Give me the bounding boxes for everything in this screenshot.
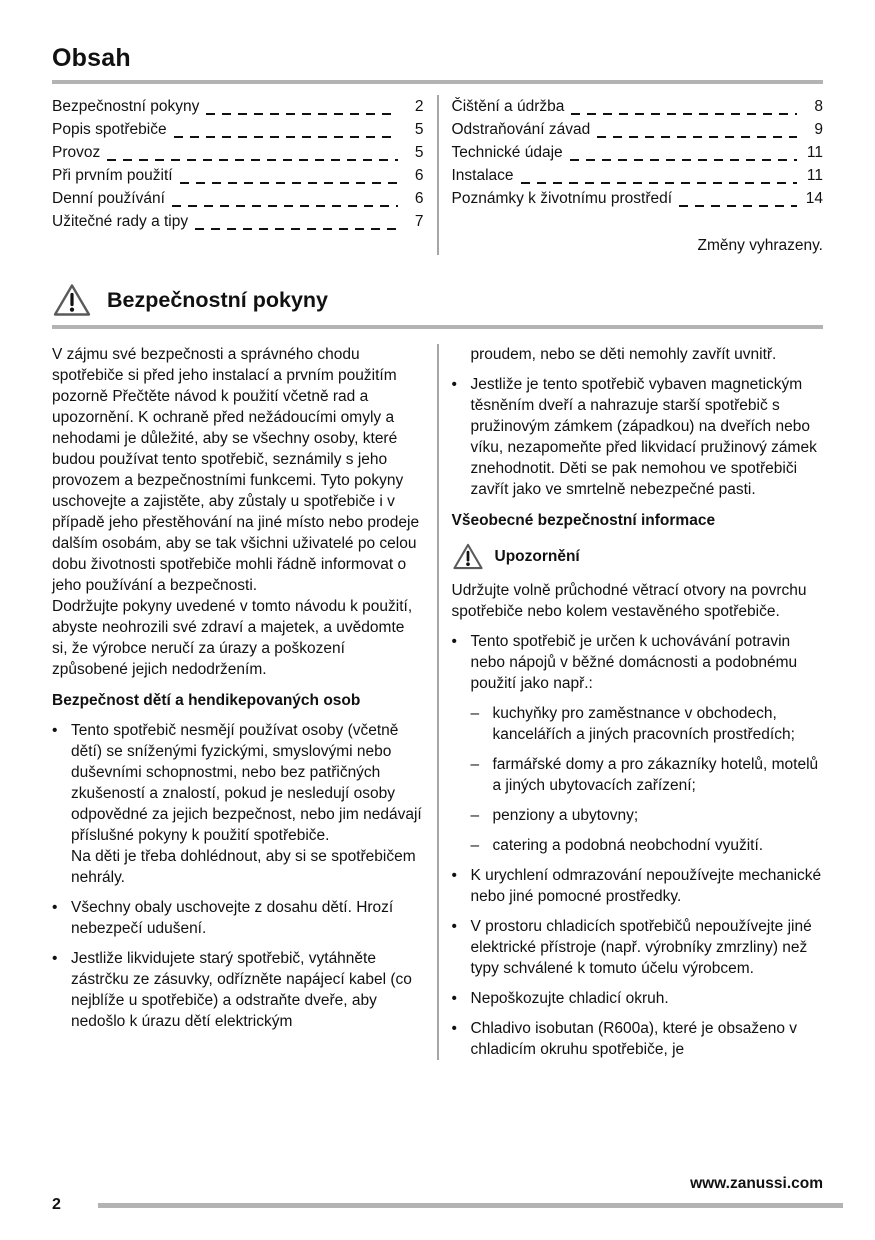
toc-entry-page: 7 <box>414 213 424 230</box>
toc-entry <box>452 95 824 118</box>
toc-entry-label: Instalace <box>451 167 514 184</box>
body-left-column <box>52 344 424 1060</box>
toc-entry <box>452 164 824 187</box>
dash-item-text: catering a podobná neobchodní využití. <box>492 837 764 854</box>
dash-item-text: kuchyňky pro zaměstnance v obchodech, kancelářích a jiných pracovních prostředích; <box>492 705 795 743</box>
list-item <box>452 916 824 979</box>
toc-entry-page: 8 <box>814 98 823 115</box>
page-number: 2 <box>52 1196 61 1213</box>
toc-entry <box>452 141 824 164</box>
toc-entry <box>52 210 424 233</box>
toc-entry <box>52 118 424 141</box>
toc-entry-label: Odstraňování závad <box>451 121 591 138</box>
safety-intro-paragraph: V zájmu své bezpečnosti a správného chodu spotřebiče si před jeho instalací a prvním použitím pozorně Přečtěte návod k použití včetně rad a upozornění. K ochraně před nežádoucími omyly a nehodami je důležité, aby se všechny osoby, které budou používat tento spotřebič, seznámily s jeho provozem a bezpečnostními funkcemi. Tyto pokyny uschovejte a zajistěte, aby zůstaly u spotřebiče i v případě jeho přestěhování na jiné místo nebo prodeje dalším osobám, aby se tak všichni uživatelé po celou dobu životnosti spotřebiče mohli řádně informovat o jeho používání a bezpečnosti. <box>52 346 420 594</box>
bullet-marker: • <box>451 633 457 650</box>
toc-left-column <box>52 95 424 255</box>
dash-item-text: penziony a ubytovny; <box>492 807 639 824</box>
bullet-marker: • <box>451 1020 457 1037</box>
dash-marker: – <box>470 705 480 722</box>
toc-leader <box>206 103 397 119</box>
dash-list-item <box>471 805 824 826</box>
section-title: Bezpečnostní pokyny <box>107 287 329 312</box>
toc-entry-label: Provoz <box>52 144 101 161</box>
list-item-text: K urychlení odmrazování nepoužívejte mechanické nebo jiné pomocné prostředky. <box>470 867 822 905</box>
bullet-marker: • <box>451 918 457 935</box>
dash-list-item <box>471 703 824 745</box>
page-footer <box>52 1175 843 1214</box>
toc-entry <box>452 187 824 210</box>
dash-marker: – <box>470 837 480 854</box>
bullet-marker: • <box>451 376 457 393</box>
list-item-text: Jestliže je tento spotřebič vybaven magnetickým těsněním dveří a nahrazuje starší spotřebič s pružinovým zámkem (západkou) na dveřích nebo víku, nezapomeňte před likvidací pružinový zámek znehodnotit. Děti se pak nemohou ve spotřebiči zavřít jako ve smrtelně nebezpečné pasti. <box>470 376 817 498</box>
warning-triangle-icon <box>452 542 484 571</box>
list-item-text: V prostoru chladicích spotřebičů nepoužívejte jiné elektrické přístroje (např. výrobníky zmrzliny) než typy schválené k tomuto účelu výrobcem. <box>470 918 812 977</box>
list-item-text: Všechny obaly uschovejte z dosahu dětí. Hrozí nebezpečí udušení. <box>71 899 394 937</box>
list-item <box>452 988 824 1009</box>
toc-entry-page: 6 <box>414 190 424 207</box>
body-right-column <box>452 344 824 1060</box>
footer-rule <box>98 1203 843 1208</box>
dash-marker: – <box>470 756 480 773</box>
list-item-text: Chladivo isobutan (R600a), které je obsaženo v chladicím okruhu spotřebiče, je <box>470 1020 798 1058</box>
toc-leader <box>571 103 797 119</box>
toc-right-column <box>452 95 824 255</box>
continuation-paragraph: proudem, nebo se děti nemohly zavřít uvnitř. <box>470 346 777 363</box>
toc-entry-page: 6 <box>414 167 424 184</box>
dash-item-text: farmářské domy a pro zákazníky hotelů, motelů a jiných ubytovacích zařízení; <box>492 756 819 794</box>
toc-column-divider <box>437 95 439 255</box>
toc-leader <box>172 195 398 211</box>
bullet-marker: • <box>52 899 58 916</box>
toc-leader <box>679 195 797 211</box>
dash-list-item <box>471 835 824 856</box>
dash-list-item <box>471 754 824 796</box>
toc-columns <box>52 95 823 255</box>
list-item <box>452 631 824 856</box>
list-item <box>452 1018 824 1060</box>
toc-entry <box>52 141 424 164</box>
website-text: www.zanussi.com <box>690 1175 823 1192</box>
toc-entry-label: Bezpečnostní pokyny <box>52 98 200 115</box>
children-safety-subheading: Bezpečnost dětí a hendikepovaných osob <box>52 692 361 709</box>
toc-entry-label: Čištění a údržba <box>451 98 565 115</box>
toc-entry-page: 9 <box>814 121 823 138</box>
list-item <box>52 720 424 888</box>
toc-entry <box>52 187 424 210</box>
dash-marker: – <box>470 807 480 824</box>
toc-entry-label: Při prvním použití <box>52 167 173 184</box>
section-title-rule <box>52 325 823 329</box>
list-item <box>52 948 424 1032</box>
body-columns <box>52 344 823 1060</box>
toc-entry-page: 14 <box>805 190 823 207</box>
toc-entry-page: 11 <box>806 144 823 161</box>
toc-entry-label: Popis spotřebiče <box>52 121 167 138</box>
bullet-marker: • <box>451 867 457 884</box>
usage-examples-list <box>471 703 824 856</box>
list-item-text: Tento spotřebič nesmějí používat osoby (včetně dětí) se sníženými fyzickými, smyslovými nebo duševními schopnostmi, nebo bez patřičných zkušeností a znalostí, pokud je nesledují osoby odpovědné za jejich bezpečnost, nebo jim nedávají příslušné pokyny k použití spotřebiče. <box>71 722 422 844</box>
toc-entry-label: Poznámky k životnímu prostředí <box>451 190 673 207</box>
list-item <box>52 897 424 939</box>
ventilation-paragraph: Udržujte volně průchodné větrací otvory na povrchu spotřebiče nebo kolem vestavěného spotřebiče. <box>451 582 807 620</box>
list-item-text: Tento spotřebič je určen k uchovávání potravin nebo nápojů v běžné domácnosti a podobnému použití jako např.: <box>470 633 798 692</box>
toc-title-rule <box>52 80 823 84</box>
toc-entry-label: Technické údaje <box>451 144 563 161</box>
safety-liability-paragraph: Dodržujte pokyny uvedené v tomto návodu k použití, abyste neohrozili své zdraví a majetek, a uvědomte si, že výrobce neručí za úrazy a poškození způsobené jejich nedodržením. <box>52 598 413 678</box>
list-item-text: Na děti je třeba dohlédnout, aby si se spotřebičem nehrály. <box>71 848 416 886</box>
bullet-marker: • <box>451 990 457 1007</box>
general-safety-subheading: Všeobecné bezpečnostní informace <box>451 512 716 529</box>
section-header <box>52 282 823 318</box>
bullet-marker: • <box>52 722 58 739</box>
warning-callout <box>452 542 824 571</box>
toc-leader <box>195 218 397 234</box>
list-item-text: Nepoškozujte chladicí okruh. <box>470 990 669 1007</box>
toc-leader <box>107 149 397 165</box>
toc-entry <box>52 164 424 187</box>
toc-leader <box>180 172 398 188</box>
body-column-divider <box>437 344 439 1060</box>
toc-leader <box>174 126 398 142</box>
list-item <box>452 374 824 500</box>
toc-entry <box>452 118 824 141</box>
warning-label: Upozornění <box>494 547 580 565</box>
toc-leader <box>570 149 797 165</box>
toc-leader <box>597 126 797 142</box>
warning-triangle-icon <box>52 282 92 318</box>
toc-entry-page: 5 <box>414 121 424 138</box>
toc-title: Obsah <box>52 44 131 72</box>
toc-entry-page: 11 <box>806 167 823 184</box>
toc-entry-label: Denní používání <box>52 190 165 207</box>
toc-entry-page: 5 <box>414 144 424 161</box>
toc-entry-page: 2 <box>414 98 424 115</box>
bullet-marker: • <box>52 950 58 967</box>
toc-entry <box>52 95 424 118</box>
toc-entry-label: Užitečné rady a tipy <box>52 213 189 230</box>
list-item-text: Jestliže likvidujete starý spotřebič, vytáhněte zástrčku ze zásuvky, odřízněte napájecí kabel (co nejblíže u spotřebiče) a odstraňte dveře, aby nedošlo k úrazu dětí elektrickým <box>71 950 412 1030</box>
toc-leader <box>521 172 797 188</box>
changes-reserved-note: Změny vyhrazeny. <box>697 237 823 254</box>
list-item <box>452 865 824 907</box>
